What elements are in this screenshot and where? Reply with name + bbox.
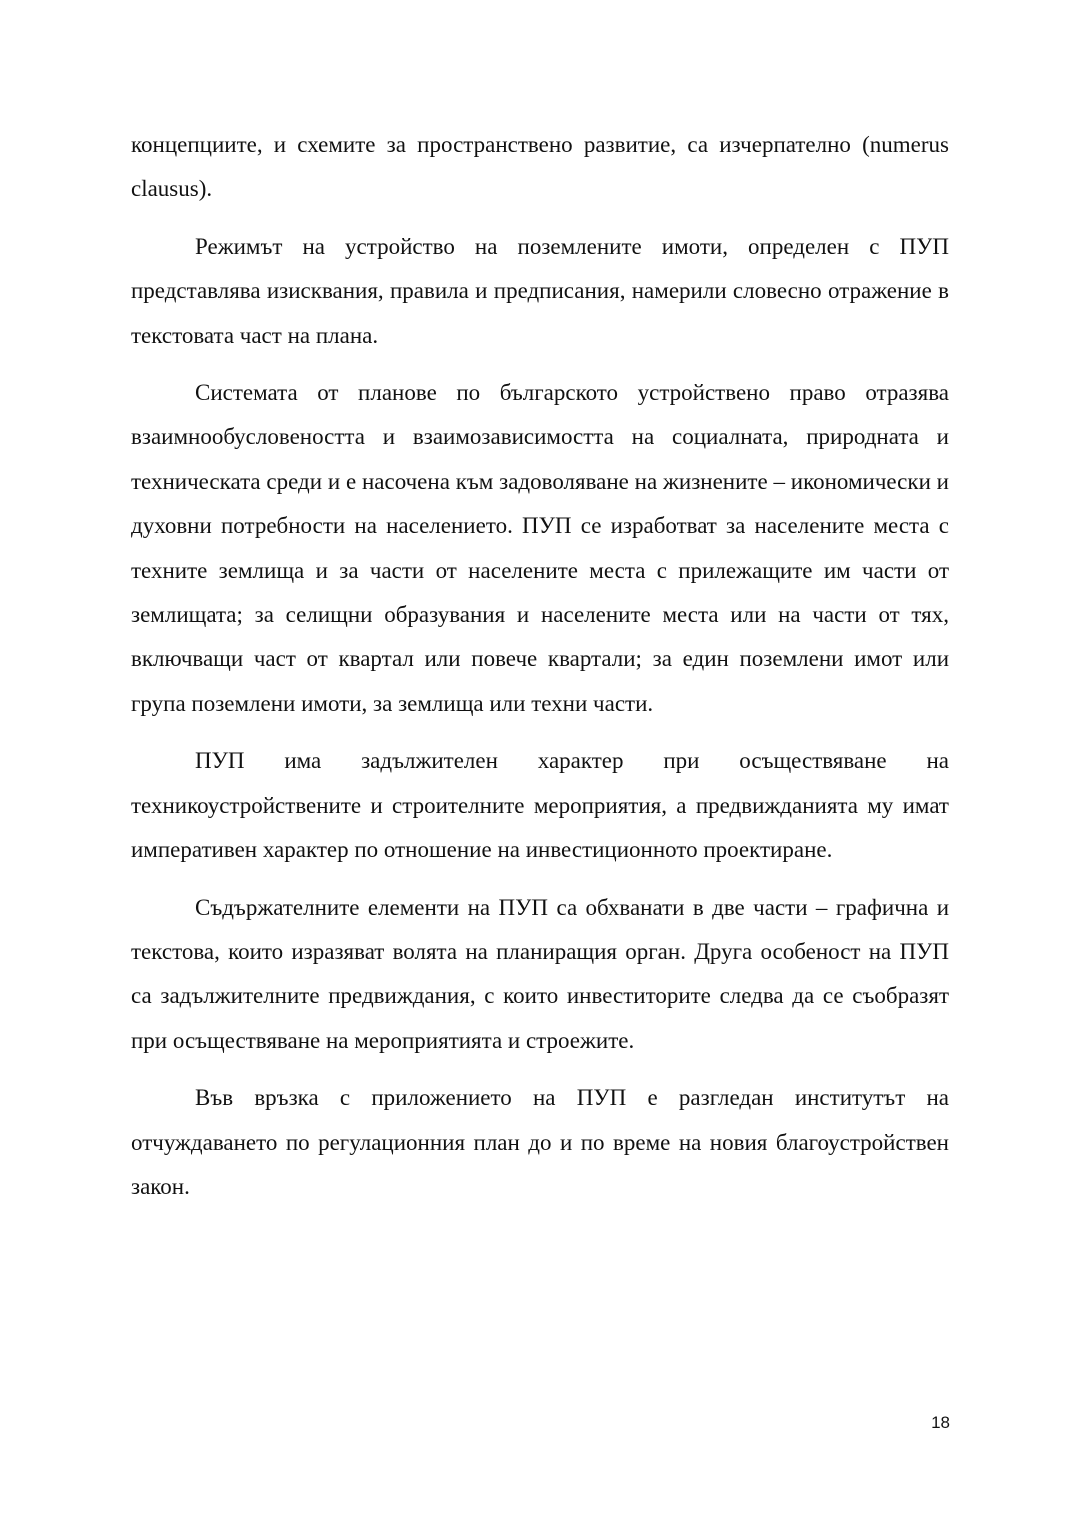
paragraph-system-of-plans: Системата от планове по българското устройствено право отразява взаимнообусловеността и взаимозависимостта на социалната, природната и техническата среди и е насочена към задоволяване на жизнените – икономически и духовни потребности на населението. ПУП се изработват за населените места с техните землища и за части от населените места с прилежащите им части от землищата; за селищни образувания и населените места или на части от тях, включващи част от квартал или повече квартали; за един поземлени имот или група поземлени имоти, за землища или техни части. [131,380,949,716]
paragraph-expropriation: Във връзка с приложението на ПУП е разгледан институтът на отчуждаването по регулационния план до и по време на новия благоустройствен закон. [131,1085,949,1199]
paragraph-mandatory-character: ПУП има задължителен характер при осъществяване на техникоустройствените и строителните мероприятия, а предвижданията му имат императивен характер по отношение на инвестиционното проектиране. [131,748,949,863]
paragraph-continuation: концепциите, и схемите за пространствено развитие, са изчерпателно (numerus clausus). [131,132,949,202]
paragraph-content-elements: Съдържателните елементи на ПУП са обхванати в две части – графична и текстова, които изразяват волята на планиращия орган. Друга особеност на ПУП са задължителните предвиждания, с които инвеститорите следва да се съобразят при осъществяване на мероприятията и строежите. [131,894,949,1053]
body-text [131,123,949,1222]
paragraph-regime: Режимът на устройство на поземлените имоти, определен с ПУП представлява изисквания, правила и предписания, намерили словесно отражение в текстовата част на плана. [131,233,949,348]
page-number: 18 [931,1413,950,1432]
